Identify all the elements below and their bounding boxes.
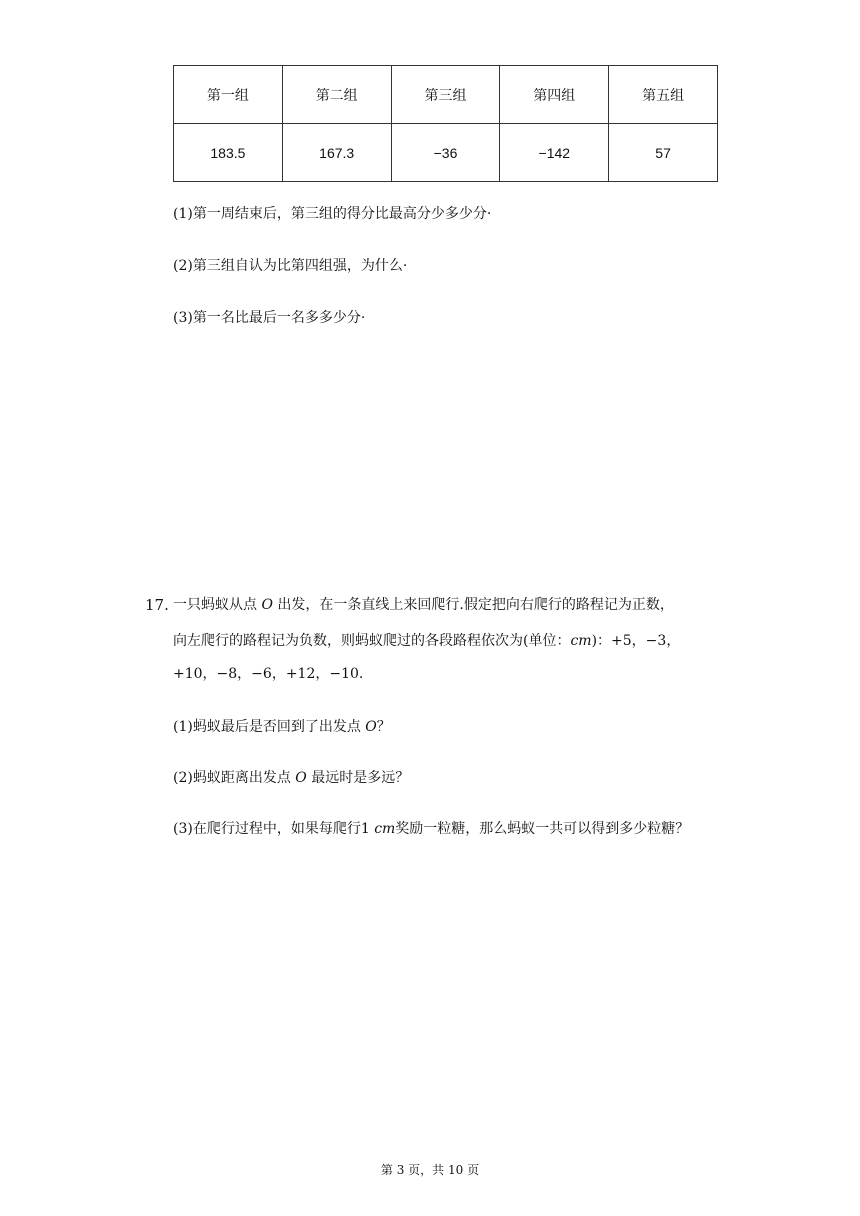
table-header-cell: 第二组 (282, 66, 391, 124)
table-header-cell: 第三组 (391, 66, 500, 124)
q17-stem-line-1: 一只蚂蚁从点 𝑂 出发，在一条直线上来回爬行.假定把向右爬行的路程记为正数， (173, 597, 674, 613)
q17-sub-question-1: (1)蚂蚁最后是否回到了出发点 𝑂？ (173, 719, 391, 735)
q17-sub-question-3: (3)在爬行过程中，如果每爬行1 𝑐𝑚奖励一粒糖，那么蚂蚁一共可以得到多少粒糖？ (173, 821, 690, 837)
q17-stem-line-2: 向左爬行的路程记为负数，则蚂蚁爬过的各段路程依次为(单位：𝑐𝑚)：+5，−3， (173, 633, 681, 649)
q17-stem-line-3: +10，−8，−6，+12，−10. (173, 666, 364, 682)
q17-sub-question-2: (2)蚂蚁距离出发点 𝑂 最远时是多远？ (173, 770, 410, 786)
table-cell: 57 (609, 124, 718, 182)
table-cell: 183.5 (174, 124, 283, 182)
table-header-cell: 第五组 (609, 66, 718, 124)
score-table (173, 65, 718, 182)
table-header-row (174, 66, 718, 124)
page-footer: 第 3 页，共 10 页 (380, 1163, 480, 1177)
q16-sub-question-3: (3)第一名比最后一名多多少分· (173, 310, 366, 326)
table-header-cell: 第一组 (174, 66, 283, 124)
table-cell: 167.3 (282, 124, 391, 182)
table-header-cell: 第四组 (500, 66, 609, 124)
q16-sub-question-2: (2)第三组自认为比第四组强，为什么· (173, 258, 408, 274)
table-cell: −142 (500, 124, 609, 182)
table-cell: −36 (391, 124, 500, 182)
table-row (174, 124, 718, 182)
q17-number: 17. (145, 596, 169, 614)
q16-sub-question-1: (1)第一周结束后，第三组的得分比最高分少多少分· (173, 206, 492, 222)
